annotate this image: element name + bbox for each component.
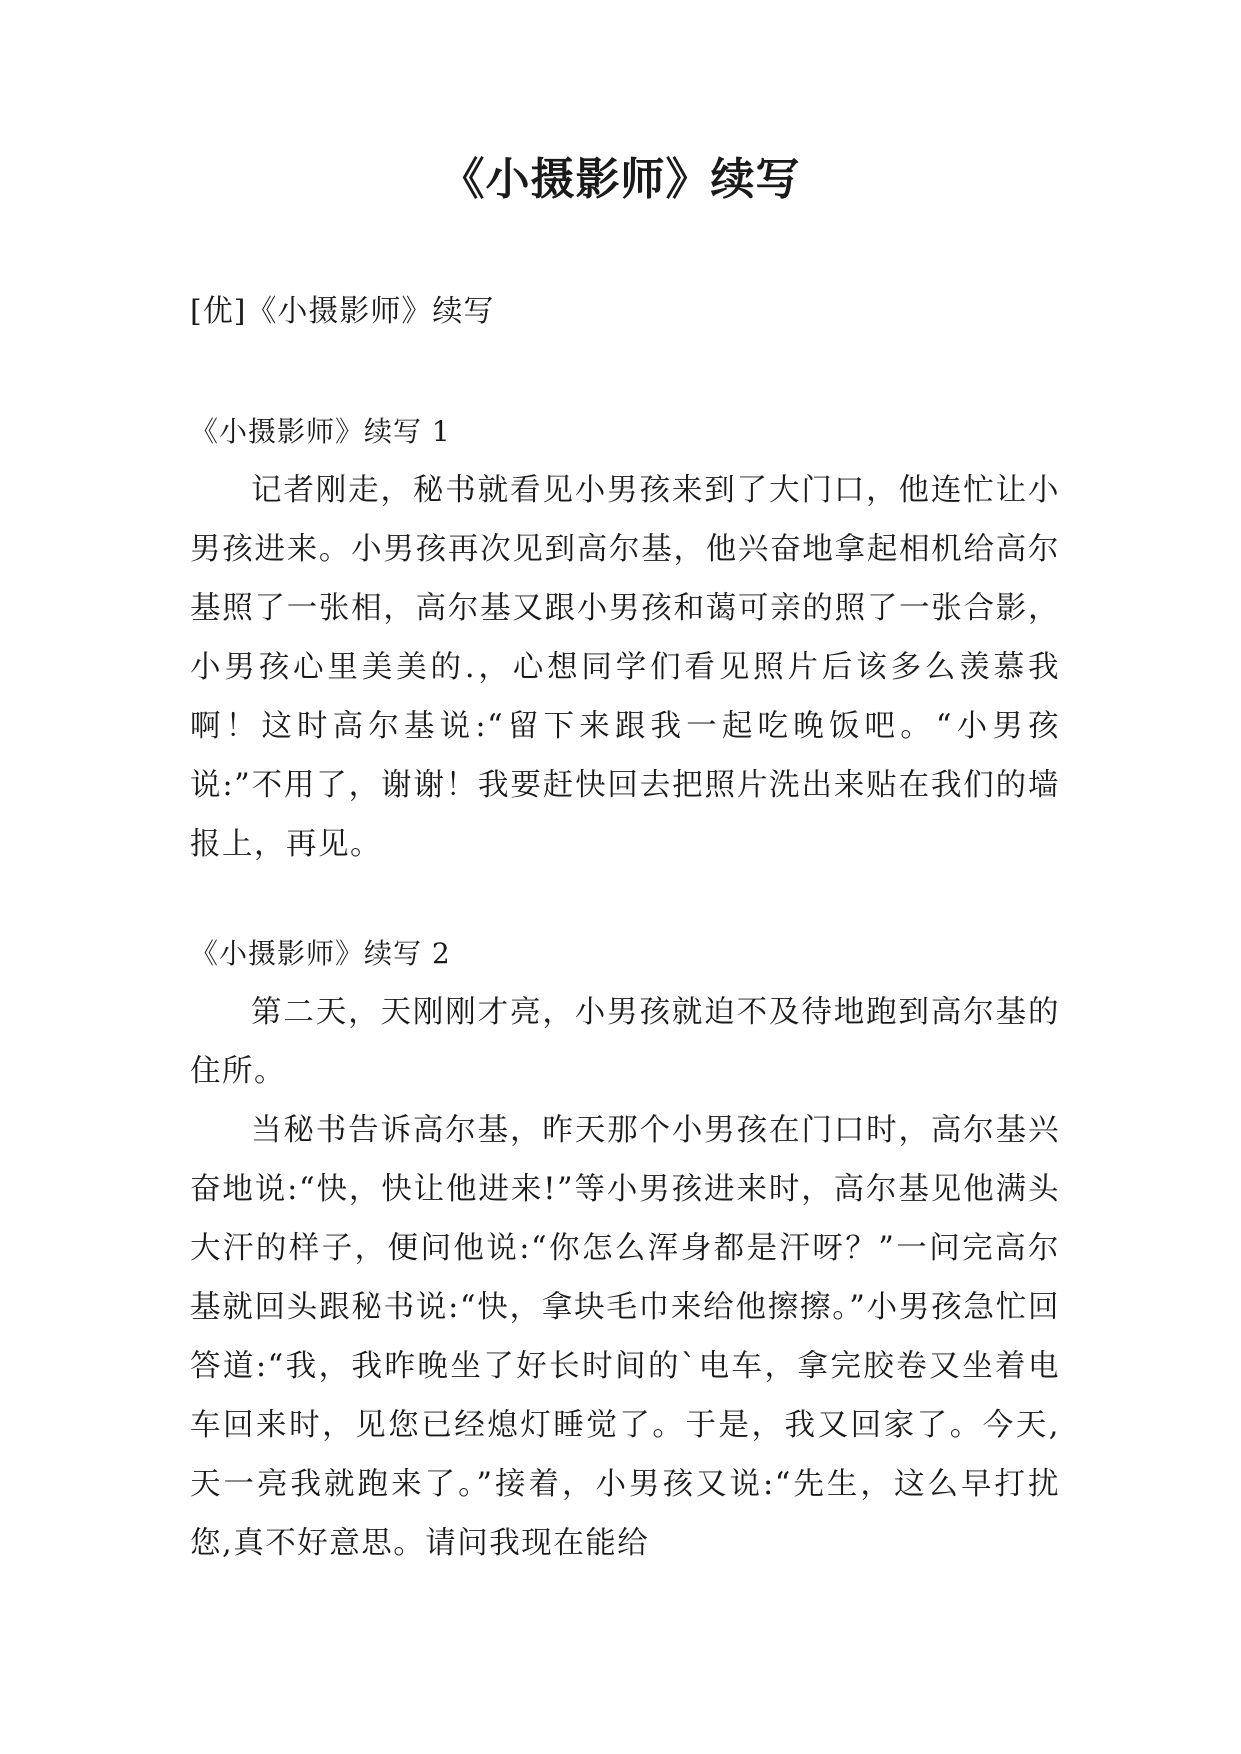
- section-2: [190, 934, 1060, 1573]
- section-1: [190, 412, 1060, 874]
- document-subtitle: [优]《小摄影师》续写: [190, 294, 495, 329]
- section-2-paragraph-1: 第二天，天刚刚才亮，小男孩就迫不及待地跑到高尔基的住所。: [190, 995, 1060, 1089]
- section-1-heading: 《小摄影师》续写 1: [190, 415, 451, 448]
- document-title: 《小摄影师》续写: [440, 154, 801, 205]
- section-1-paragraph-1: 记者刚走，秘书就看见小男孩来到了大门口，他连忙让小男孩进来。小男孩再次见到高尔基，他兴奋地拿起相机给高尔基照了一张相，高尔基又跟小男孩和蔼可亲的照了一张合影，小男孩心里美美的.，心想同学们看见照片后该多么羡慕我啊！这时高尔基说:“留下来跟我一起吃晚饭吧。“小男孩说:”不用了，谢谢！我要赶快回去把照片洗出来贴在我们的墙报上，再见。: [190, 473, 1060, 862]
- section-2-heading: 《小摄影师》续写 2: [190, 937, 451, 970]
- section-2-paragraph-2: 当秘书告诉高尔基，昨天那个小男孩在门口时，高尔基兴奋地说:“快，快让他进来!”等小男孩进来时，高尔基见他满头大汗的样子，便问他说:“你怎么浑身都是汗呀？”一问完高尔基就回头跟秘书说:“快，拿块毛巾来给他擦擦。”小男孩急忙回答道:“我，我昨晚坐了好长时间的`电车，拿完胶卷又坐着电车回来时，见您已经熄灯睡觉了。于是，我又回家了。今天,天一亮我就跑来了。”接着，小男孩又说:“先生，这么早打扰您,真不好意思。请问我现在能给: [190, 1113, 1060, 1561]
